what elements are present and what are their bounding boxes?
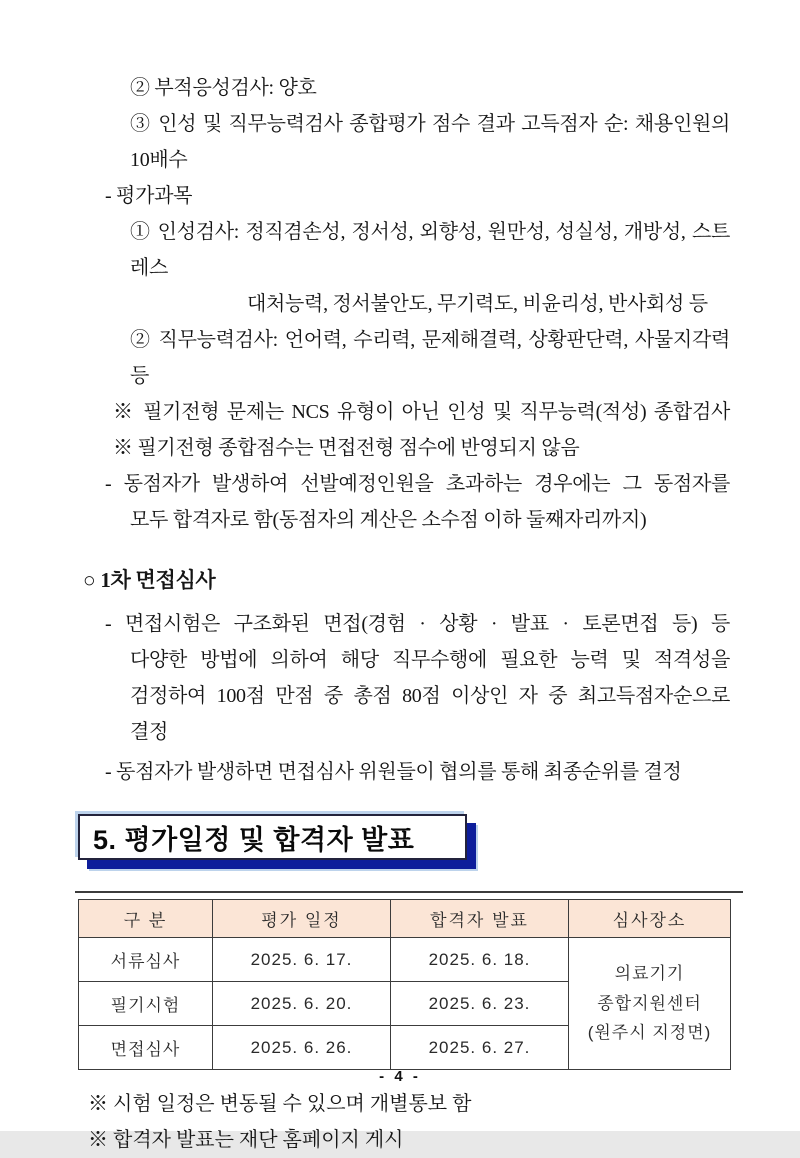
cell-stage: 서류심사 [79, 938, 213, 982]
col-header-announcement: 합격자 발표 [391, 900, 569, 938]
body-line: ① 인성검사: 정직겸손성, 정서성, 외향성, 원만성, 성실성, 개방성, 스트레스 [130, 221, 730, 279]
body-line: 모두 합격자로 함(동점자의 계산은 소수점 이하 둘째자리까지) [130, 509, 647, 531]
table-row [79, 938, 731, 982]
col-header-category: 구 분 [79, 900, 213, 938]
body-line: ※ 필기전형 문제는 NCS 유형이 아닌 인성 및 직무능력(적성) 종합검사 [113, 401, 730, 423]
body-line: ※ 필기전형 종합점수는 면접전형 점수에 반영되지 않음 [113, 437, 580, 459]
cell-announcement: 2025. 6. 18. [391, 938, 569, 982]
col-header-eval-date: 평가 일정 [213, 900, 391, 938]
venue-line: 의료기기 [614, 963, 685, 983]
section-5-heading-title: 5. 평가일정 및 합격자 발표 [93, 824, 415, 855]
body-line: 대처능력, 정서불안도, 무기력도, 비윤리성, 반사회성 등 [247, 293, 708, 315]
note-line: ※ 합격자 발표는 재단 홈페이지 게시 [88, 1129, 404, 1151]
body-line: - 면접시험은 구조화된 면접(경험 · 상황 · 발표 · 토론면접 등) 등 [105, 613, 730, 635]
cell-eval-date: 2025. 6. 26. [213, 1026, 391, 1070]
col-header-venue: 심사장소 [569, 900, 731, 938]
schedule-table [78, 899, 731, 1070]
page-number: - 4 - [379, 1068, 421, 1085]
table-header-row [79, 900, 731, 938]
interview-section-title: ○ 1차 면접심사 [83, 568, 216, 592]
body-line: - 동점자가 발생하여 선발예정인원을 초과하는 경우에는 그 동점자를 [105, 473, 730, 495]
venue-line: (원주시 지정면) [587, 1023, 712, 1043]
cell-announcement: 2025. 6. 23. [391, 982, 569, 1026]
cell-eval-date: 2025. 6. 20. [213, 982, 391, 1026]
schedule-table-section [75, 891, 743, 1070]
cell-eval-date: 2025. 6. 17. [213, 938, 391, 982]
body-line: 다양한 방법에 의하여 해당 직무수행에 필요한 능력 및 적격성을 [130, 649, 730, 671]
note-line: ※ 시험 일정은 변동될 수 있으며 개별통보 함 [88, 1093, 472, 1115]
body-line: ② 부적응성검사: 양호 [130, 77, 317, 99]
body-line: ③ 인성 및 직무능력검사 종합평가 점수 결과 고득점자 순: 채용인원의 10배수 [130, 113, 730, 171]
cell-stage: 면접심사 [79, 1026, 213, 1070]
cell-venue [569, 938, 731, 1070]
body-line: - 동점자가 발생하면 면접심사 위원들이 협의를 통해 최종순위를 결정 [105, 761, 682, 783]
cell-announcement: 2025. 6. 27. [391, 1026, 569, 1070]
body-line: ② 직무능력검사: 언어력, 수리력, 문제해결력, 상황판단력, 사물지각력 등 [130, 329, 730, 387]
cell-stage: 필기시험 [79, 982, 213, 1026]
body-line: 검정하여 100점 만점 중 총점 80점 이상인 자 중 최고득점자순으로 [130, 685, 730, 707]
section-5-heading-box [78, 814, 467, 860]
body-line: 결정 [130, 721, 169, 743]
body-line: - 평가과목 [105, 185, 193, 207]
venue-line: 종합지원센터 [597, 993, 702, 1013]
